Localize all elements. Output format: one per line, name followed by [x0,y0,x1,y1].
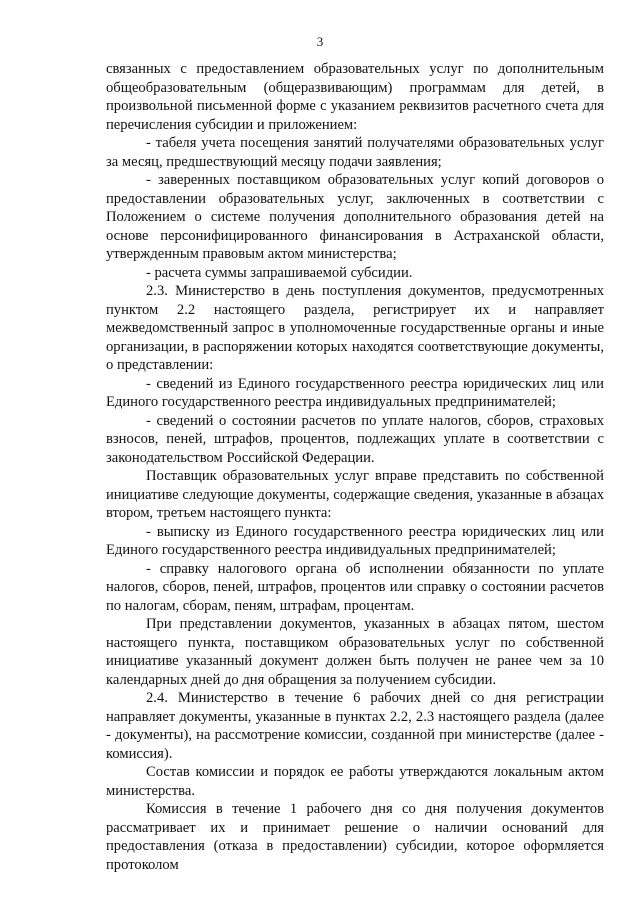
paragraph-list-item: - сведений из Единого государственного реестра юридических лиц или Единого государственного реестра индивидуальных предпринимателей; [106,375,604,410]
paragraph: Комиссия в течение 1 рабочего дня со дня получения документов рассматривает их и принимает решение о наличии оснований для предоставления (отказа в предоставлении) субсидии, которое оформляется протоколом [106,801,604,873]
document-body [106,60,604,874]
paragraph-list-item: - выписку из Единого государственного реестра юридических лиц или Единого государственного реестра индивидуальных предпринимателей; [106,523,604,558]
paragraph: Состав комиссии и порядок ее работы утверждаются локальным актом министерства. [106,764,604,799]
paragraph: При представлении документов, указанных в абзацах пятом, шестом настоящего пункта, поставщиком образовательных услуг по собственной инициативе указанный документ должен быть получен не ранее чем за 10 календарных дней до дня обращения за получением субсидии. [106,616,604,688]
paragraph-list-item: - сведений о состоянии расчетов по уплате налогов, сборов, страховых взносов, пеней, штрафов, процентов, подлежащих уплате в соответствии с законодательством Российской Федерации. [106,412,604,466]
paragraph-continuation: связанных с предоставлением образовательных услуг по дополнительным общеобразовательным (общеразвивающим) программам для детей, в произвольной письменной форме с указанием реквизитов расчетного счета для перечисления субсидии и приложением: [106,61,604,133]
paragraph-section-2-4: 2.4. Министерство в течение 6 рабочих дней со дня регистрации направляет документы, указанные в пунктах 2.2, 2.3 настоящего раздела (далее - документы), на рассмотрение комиссии, созданной при министерстве (далее - комиссия). [106,690,604,762]
page-number: 3 [316,34,324,49]
paragraph-list-item: - расчета суммы запрашиваемой субсидии. [146,264,413,281]
paragraph-list-item: - справку налогового органа об исполнении обязанности по уплате налогов, сборов, пеней, штрафов, процентов или справку о состоянии расчетов по налогам, сборам, пеням, штрафам, процентам. [106,560,604,614]
paragraph-section-2-3: 2.3. Министерство в день поступления документов, предусмотренных пунктом 2.2 настоящего раздела, регистрирует их и направляет межведомственный запрос в уполномоченные государственные органы и иные организации, в распоряжении которых находятся соответствующие документы, о представлении: [106,283,604,373]
paragraph-list-item: - табеля учета посещения занятий получателями образовательных услуг за месяц, предшествующий месяцу подачи заявления; [106,135,604,170]
paragraph: Поставщик образовательных услуг вправе представить по собственной инициативе следующие документы, содержащие сведения, указанные в абзацах втором, третьем настоящего пункта: [106,468,604,521]
paragraph-list-item: - заверенных поставщиком образовательных услуг копий договоров о предоставлении образовательных услуг, заключенных в соответствии с Положением о системе получения дополнительного образования детей на основе персонифицированного финансирования в Астраханской области, утвержденным правовым актом министерства; [106,172,604,262]
